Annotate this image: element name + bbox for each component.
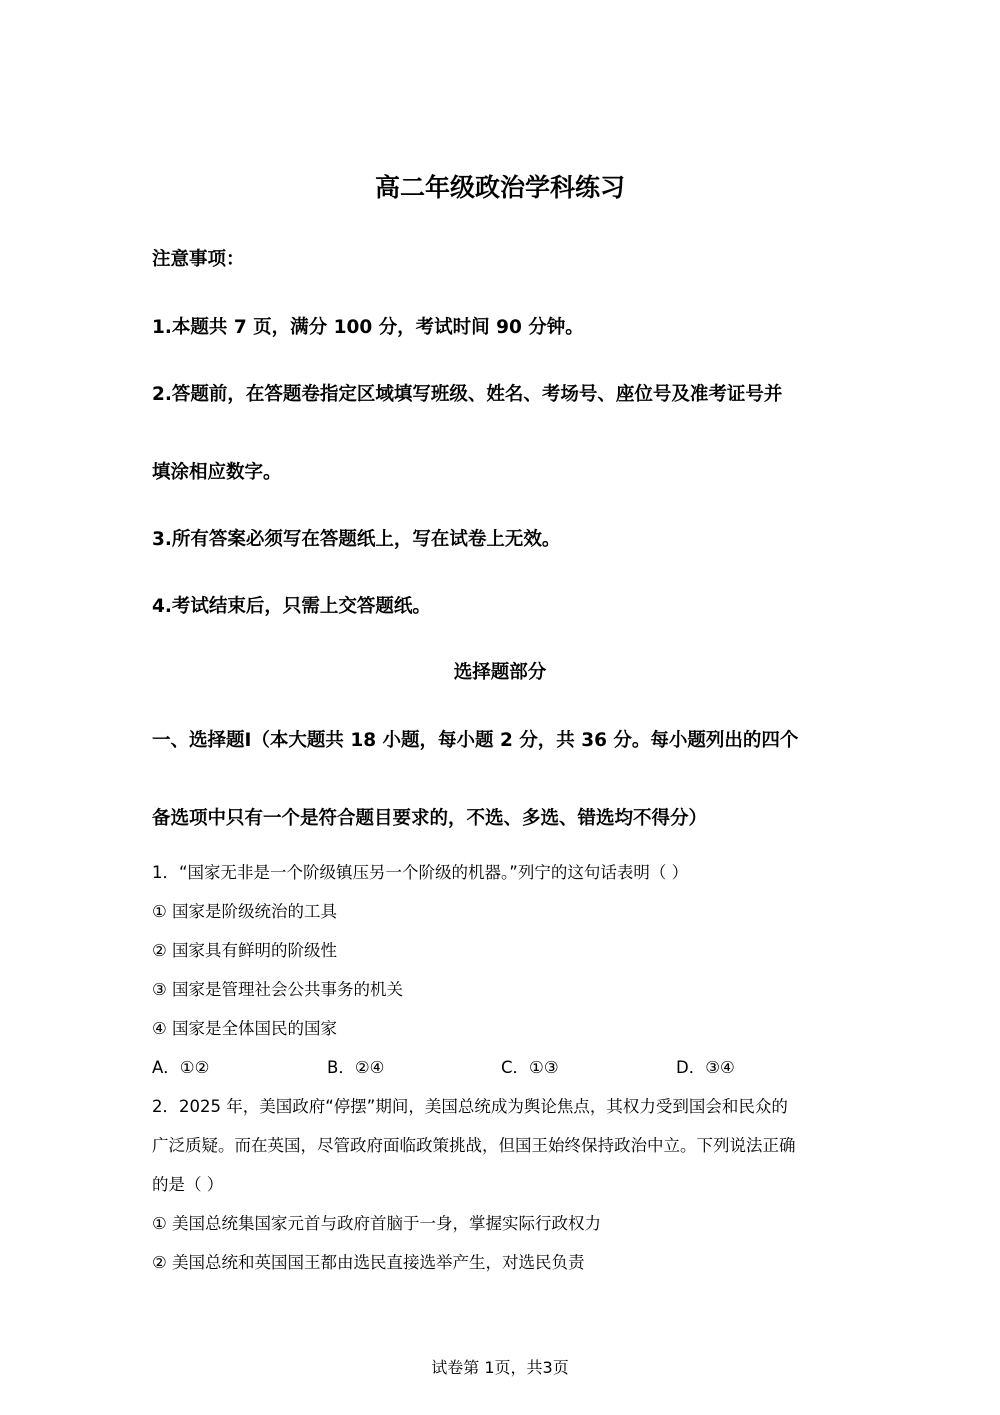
page-title: 高二年级政治学科练习 — [374, 173, 625, 202]
question-statement: ② 国家具有鲜明的阶级性 — [152, 941, 338, 960]
question-statement: ① 国家是阶级统治的工具 — [152, 902, 338, 921]
question-statement: ① 美国总统集国家元首与政府首脑于一身，掌握实际行政权力 — [152, 1214, 602, 1233]
notice-item: 3.所有答案必须写在答题纸上，写在试卷上无效。 — [152, 529, 561, 550]
part-heading: 一、选择题Ⅰ（本大题共 18 小题，每小题 2 分，共 36 分。每小题列出的四个 — [152, 730, 799, 751]
answer-option-b: B．②④ — [327, 1058, 385, 1077]
question-statement: ③ 国家是管理社会公共事务的机关 — [152, 980, 404, 999]
question-stem: 1．“国家无非是一个阶级镇压另一个阶级的机器。”列宁的这句话表明（ ） — [152, 863, 689, 882]
answer-option-a: A．①② — [152, 1058, 210, 1077]
part-heading: 备选项中只有一个是符合题目要求的，不选、多选、错选均不得分） — [152, 808, 708, 829]
question-statement: ② 美国总统和英国国王都由选民直接选举产生，对选民负责 — [152, 1253, 585, 1272]
notice-item: 1.本题共 7 页，满分 100 分，考试时间 90 分钟。 — [152, 317, 584, 338]
notice-item: 2.答题前，在答题卷指定区域填写班级、姓名、考场号、座位号及准考证号并 — [152, 384, 783, 405]
question-statement: ④ 国家是全体国民的国家 — [152, 1019, 338, 1038]
question-stem: 的是（ ） — [152, 1175, 224, 1194]
question-stem: 广泛质疑。而在英国，尽管政府面临政策挑战，但国王始终保持政治中立。下列说法正确 — [152, 1136, 796, 1155]
page-footer: 试卷第 1页，共3页 — [431, 1358, 569, 1377]
notice-heading: 注意事项： — [152, 249, 245, 270]
section-title: 选择题部分 — [453, 662, 547, 683]
notice-item: 4.考试结束后，只需上交答题纸。 — [152, 596, 431, 617]
answer-option-d: D．③④ — [676, 1058, 735, 1077]
notice-item: 填涂相应数字。 — [152, 462, 282, 483]
question-stem: 2．2025 年，美国政府“停摆”期间，美国总统成为舆论焦点，其权力受到国会和民众的 — [152, 1097, 788, 1116]
answer-option-c: C．①③ — [501, 1058, 559, 1077]
